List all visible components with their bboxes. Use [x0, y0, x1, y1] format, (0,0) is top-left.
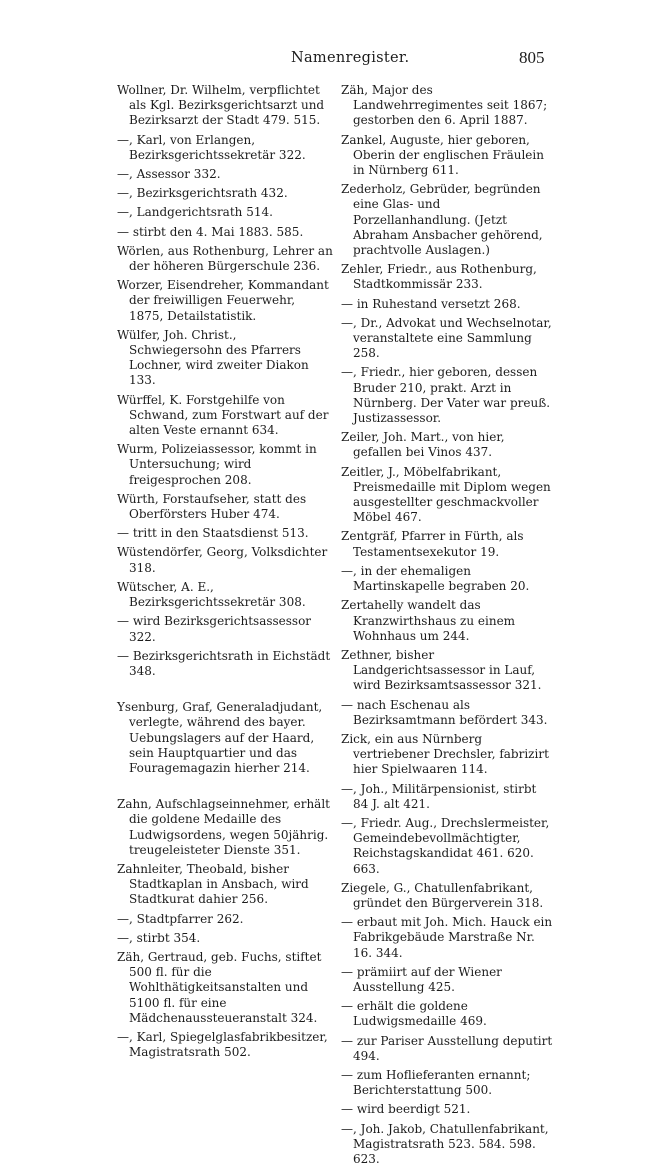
page-header [0, 48, 671, 70]
index-entry: — prämiirt auf der Wiener Ausstellung 425. [341, 964, 502, 994]
page-number: 805 [519, 48, 545, 67]
index-entry: Zahnleiter, Theobald, bisher Stadtkaplan in Ansbach, wird Stadtkurat dahier 256. [117, 861, 309, 907]
index-entry: — erbaut mit Joh. Mich. Hauck ein Fabrikgebäude Marstraße Nr. 16. 344. [341, 915, 553, 960]
index-entry: Wörlen, aus Rothenburg, Lehrer an der höheren Bürgerschule 236. [117, 243, 333, 274]
index-entry: —, Bezirksgerichtsrath 432. [117, 186, 288, 201]
index-entry: —, in der ehemaligen Martinskapelle begraben 20. [341, 563, 530, 594]
index-entry: —, Friedr. Aug., Drechslermeister, Gemeindebevollmächtigter, Reichstagskandidat 461. 620. 663. [341, 815, 550, 876]
index-entry: —, Assessor 332. [117, 167, 221, 182]
index-entry: Zick, ein aus Nürnberg vertriebener Drechsler, fabrizirt hier Spielwaaren 114. [341, 731, 549, 777]
index-entry: — zur Pariser Ausstellung deputirt 494. [341, 1033, 553, 1063]
index-entry: Zahn, Aufschlagseinnehmer, erhält die goldene Medaille des Ludwigsordens, wegen 50jährig. treugeleisteter Dienste 351. [117, 797, 330, 857]
index-entry: Zeitler, J., Möbelfabrikant, Preismedaille mit Diplom wegen ausgestellter geschmackvoller Möbel 467. [341, 464, 551, 525]
index-entry: Zeiler, Joh. Mart., von hier, gefallen bei Vinos 437. [341, 430, 505, 460]
index-entry: Würth, Forstaufseher, statt des Oberförsters Huber 474. [117, 491, 307, 522]
running-title: Namenregister. [291, 50, 410, 66]
left-column [117, 83, 333, 1064]
index-entry: Wülfer, Joh. Christ., Schwiegersohn des Pfarrers Lochner, wird zweiter Diakon 133. [117, 327, 309, 388]
index-entry: Zederholz, Gebrüder, begründen eine Glas- und Porzellanhandlung. (Jetzt Abraham Ansbacher gehörend, prachtvolle Auslagen.) [341, 182, 543, 258]
index-entry: Zäh, Major des Landwehrregimentes seit 1867; gestorben den 6. April 1887. [341, 83, 548, 128]
index-entry: Würffel, K. Forstgehilfe von Schwand, zum Forstwart auf der alten Veste ernannt 634. [117, 392, 329, 438]
index-entry: Zäh, Gertraud, geb. Fuchs, stiftet 500 fl. für die Wohlthätigkeitsanstalten und 5100 fl. für eine Mädchenaussteueranstalt 324. [117, 949, 322, 1025]
index-entry: Worzer, Eisendreher, Kommandant der freiwilligen Feuerwehr, 1875, Detailstatistik. [117, 278, 329, 323]
index-entry: —, Stadtpfarrer 262. [117, 911, 244, 926]
index-entry: —, Friedr., hier geboren, dessen Bruder 210, prakt. Arzt in Nürnberg. Der Vater war preuß. Justizassessor. [341, 365, 551, 426]
index-entry: Wollner, Dr. Wilhelm, verpflichtet als Kgl. Bezirksgerichtsarzt und Bezirksarzt der Stadt 479. 515. [117, 83, 325, 128]
index-entry: Ziegele, G., Chatullenfabrikant, gründet den Bürgerverein 318. [341, 880, 544, 910]
index-entry: —, Dr., Advokat und Wechselnotar, veranstaltete eine Sammlung 258. [341, 315, 552, 361]
index-entry: — nach Eschenau als Bezirksamtmann befördert 343. [341, 697, 548, 727]
right-column [341, 83, 555, 1171]
index-entry: — Bezirksgerichtsrath in Eichstädt 348. [117, 648, 331, 678]
index-entry: — erhält die goldene Ludwigsmedaille 469. [341, 999, 487, 1029]
index-entry: — stirbt den 4. Mai 1883. 585. [117, 224, 304, 239]
index-entry: Ysenburg, Graf, Generaladjudant, verlegte, während des bayer. Uebungslagers auf der Haard, sein Hauptquartier und das Fouragemagazin hierher 214. [117, 700, 323, 775]
index-entry: —, stirbt 354. [117, 930, 201, 945]
index-entry: — tritt in den Staatsdienst 513. [117, 526, 309, 541]
index-entry: Wurm, Polizeiassessor, kommt in Untersuchung; wird freigesprochen 208. [117, 442, 317, 487]
index-entry: Wüstendörfer, Georg, Volksdichter 318. [117, 545, 328, 575]
index-entry: Zethner, bisher Landgerichtsassessor in Lauf, wird Bezirksamtsassessor 321. [341, 647, 542, 693]
index-entry: — wird beerdigt 521. [341, 1102, 471, 1117]
index-entry: Wütscher, A. E., Bezirksgerichtssekretär 308. [117, 579, 306, 610]
index-entry: Zankel, Auguste, hier geboren, Oberin der englischen Fräulein in Nürnberg 611. [341, 132, 544, 178]
index-entry: —, Joh. Jakob, Chatullenfabrikant, Magistratsrath 523. 584. 598. 623. [341, 1121, 549, 1166]
index-entry: Zentgräf, Pfarrer in Fürth, als Testamentsexekutor 19. [341, 529, 524, 559]
index-entry: — in Ruhestand versetzt 268. [341, 296, 521, 311]
index-entry: Zehler, Friedr., aus Rothenburg, Stadtkommissär 233. [341, 262, 537, 292]
section-gap-y [117, 683, 333, 700]
index-entry: —, Karl, Spiegelglasfabrikbesitzer, Magistratsrath 502. [117, 1029, 328, 1060]
index-entry: —, Landgerichtsrath 514. [117, 205, 273, 220]
index-entry: —, Karl, von Erlangen, Bezirksgerichtssekretär 322. [117, 132, 306, 162]
index-entry: Zertahelly wandelt das Kranzwirthshaus zu einem Wohnhaus um 244. [341, 598, 516, 643]
index-entry: — wird Bezirksgerichtsassessor 322. [117, 614, 312, 644]
index-entry: —, Joh., Militärpensionist, stirbt 84 J. alt 421. [341, 781, 537, 811]
index-entry: — zum Hoflieferanten ernannt; Berichterstattung 500. [341, 1067, 531, 1098]
section-gap-z [117, 780, 333, 797]
